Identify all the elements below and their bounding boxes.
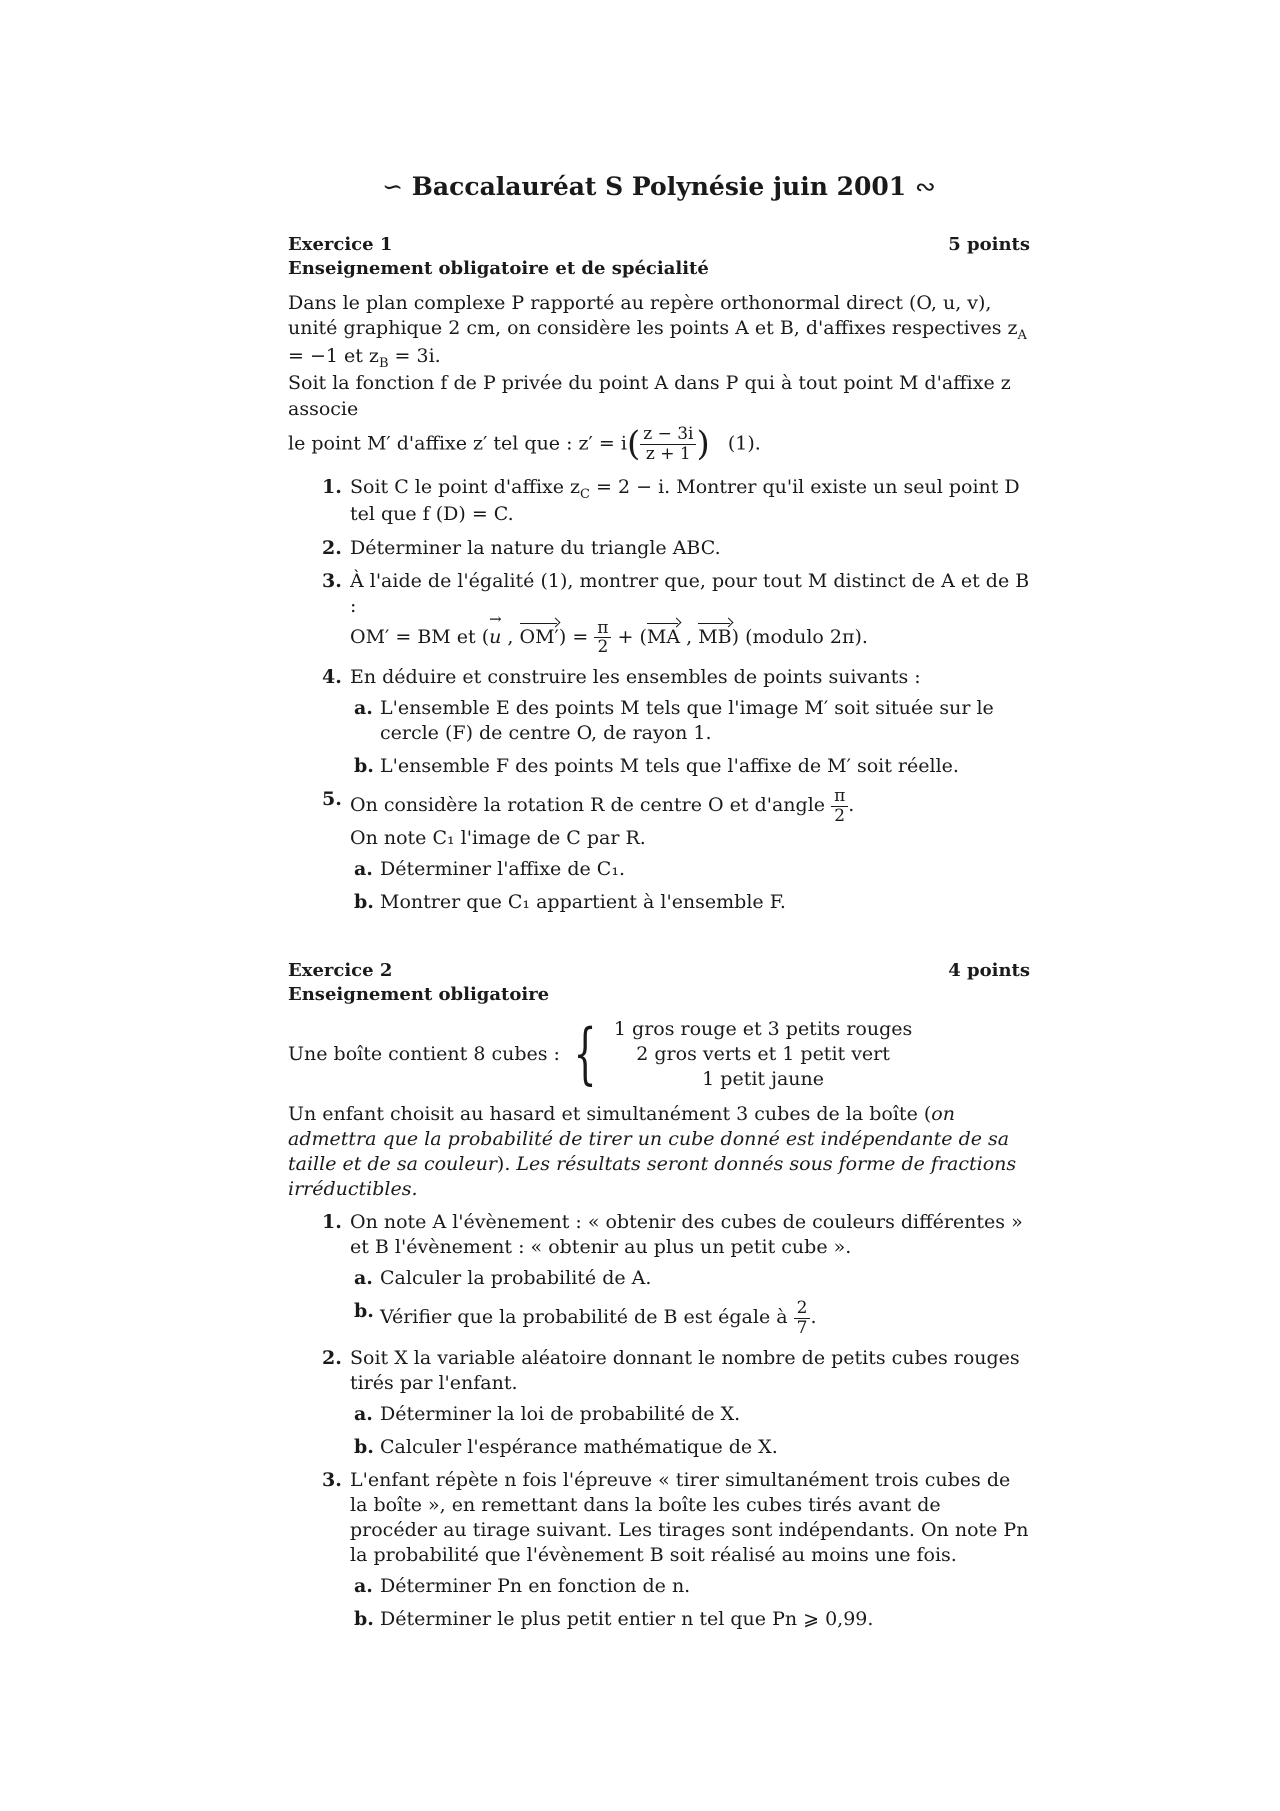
question-5: 5. On considère la rotation R de centre O et d'angle $\frac{\pi}{2}$ . On note C₁ l'image de C par R. a. Déterminer l'affixe de C₁. b. Montrer que C₁ appartient à l'ensemble F. xyxy=(288,787,1030,915)
question-4: 4. En déduire et construire les ensembles de points suivants : a. L'ensemble E des points M tels que l'image M′ soit située sur le cercle (F) de centre O, de rayon 1. b. L'ensemble F des points M tels que l'affixe de M′ soit réelle. xyxy=(288,665,1030,779)
question-2: 2. Déterminer la nature du triangle ABC. xyxy=(322,536,721,559)
question-2: 2. Soit X la variable aléatoire donnant le nombre de petits cubes rouges tirés par l'enfant. a. Déterminer la loi de probabilité de X. b. Calculer l'espérance mathématique de X. xyxy=(288,1346,1030,1460)
question-2b: b. Calculer l'espérance mathématique de X. xyxy=(354,1435,778,1458)
exercise-1-equation: le point M′ d'affixe z′ tel que : z′ = i( $\frac{z - 3i}{z + 1}$ ) (1). xyxy=(288,423,761,464)
fraction: $\frac{z - 3i}{z + 1}$ xyxy=(640,425,696,463)
exercise-1-intro: Dans le plan complexe P rapporté au repère orthonormal direct (O, u, v), unité graphique 2 cm, on considère les points A et B, d'affixes respectives $z_A = -1$ et $z_B = 3i$. xyxy=(288,291,1027,371)
question-1a: a. Calculer la probabilité de A. xyxy=(354,1267,652,1290)
exercise-2-points: 4 points xyxy=(948,960,1030,982)
ornament-left-icon: ∽ xyxy=(382,172,404,201)
document-page xyxy=(288,170,1030,1641)
question-3a: a. Déterminer Pn en fonction de n. xyxy=(354,1575,691,1598)
question-1b: b. Vérifier que la probabilité de B est égale à $\frac{2}{7}$ . xyxy=(354,1298,817,1339)
exercise-1-header xyxy=(288,233,1030,257)
question-1: 1. Soit C le point d'affixe $z_C = 2 - i$. Montrer qu'il existe un seul point D tel que f (D) = C. xyxy=(322,475,1020,526)
question-5b: b. Montrer que C₁ appartient à l'ensemble F. xyxy=(354,891,786,913)
question-3: 3. À l'aide de l'égalité (1), montrer que, pour tout M distinct de A et de B : OM′ = BM et (→ u , OM′) = $\frac{\pi}{2}$ + (MA , MB) (modulo 2π). xyxy=(288,569,1030,658)
ornament-right-icon: ∾ xyxy=(914,172,936,201)
exercise-1-subtitle: Enseignement obligatoire et de spécialité xyxy=(288,257,709,279)
exercise-1-points: 5 points xyxy=(948,234,1030,255)
exercise-1-questions xyxy=(288,475,1030,916)
exercise-2-header xyxy=(288,959,1030,983)
question-4b: b. L'ensemble F des points M tels que l'affixe de M′ soit réelle. xyxy=(354,755,959,778)
exercise-1-label: Exercice 1 xyxy=(288,234,393,255)
question-1: 1. On note A l'évènement : « obtenir des cubes de couleurs différentes » et B l'évènement : « obtenir au plus un petit cube ». a. Calculer la probabilité de A. b. Vérifier que la probabilité de B est égale à $\frac{2}{7}$ . xyxy=(288,1210,1030,1338)
title-text: Baccalauréat S Polynésie juin 2001 xyxy=(411,172,907,201)
box-content: Une boîte contient 8 cubes : { 1 gros rouge et 3 petits rouges 2 gros verts et 1 petit vert 1 petit jaune xyxy=(288,1015,913,1093)
exercise-2-intro: Un enfant choisit au hasard et simultanément 3 cubes de la boîte (on admettra que la probabilité de tirer un cube donné est indépendante de sa taille et de sa couleur). Les résultats seront donnés sous forme de fractions irréductibles. xyxy=(288,1102,1017,1201)
exercise-2-label: Exercice 2 xyxy=(288,960,393,982)
question-4a: a. L'ensemble E des points M tels que l'image M′ soit située sur le cercle (F) de centre O, de rayon 1. xyxy=(354,697,994,745)
exercise-2-subtitle: Enseignement obligatoire xyxy=(288,983,550,1005)
brace-icon: { xyxy=(573,1015,597,1093)
question-2a: a. Déterminer la loi de probabilité de X. xyxy=(354,1402,741,1425)
exercise-2-questions xyxy=(288,1210,1030,1632)
question-3: 3. L'enfant répète n fois l'épreuve « tirer simultanément trois cubes de la boîte », en remettant dans la boîte les cubes tirés avant de procéder au tirage suivant. Les tirages sont indépendants. On note Pn la probabilité que l'évènement B soit réalisé au moins une fois. a. Déterminer Pn en fonction de n. b. Déterminer le plus petit entier n tel que Pn ⩾ 0,99. xyxy=(288,1468,1030,1632)
question-5a: a. Déterminer l'affixe de C₁. xyxy=(354,857,625,880)
question-3b: b. Déterminer le plus petit entier n tel que Pn ⩾ 0,99. xyxy=(354,1608,874,1631)
exercise-1-function: Soit la fonction f de P privée du point A dans P qui à tout point M d'affixe z associe xyxy=(288,372,1011,420)
page-title xyxy=(288,170,1030,203)
